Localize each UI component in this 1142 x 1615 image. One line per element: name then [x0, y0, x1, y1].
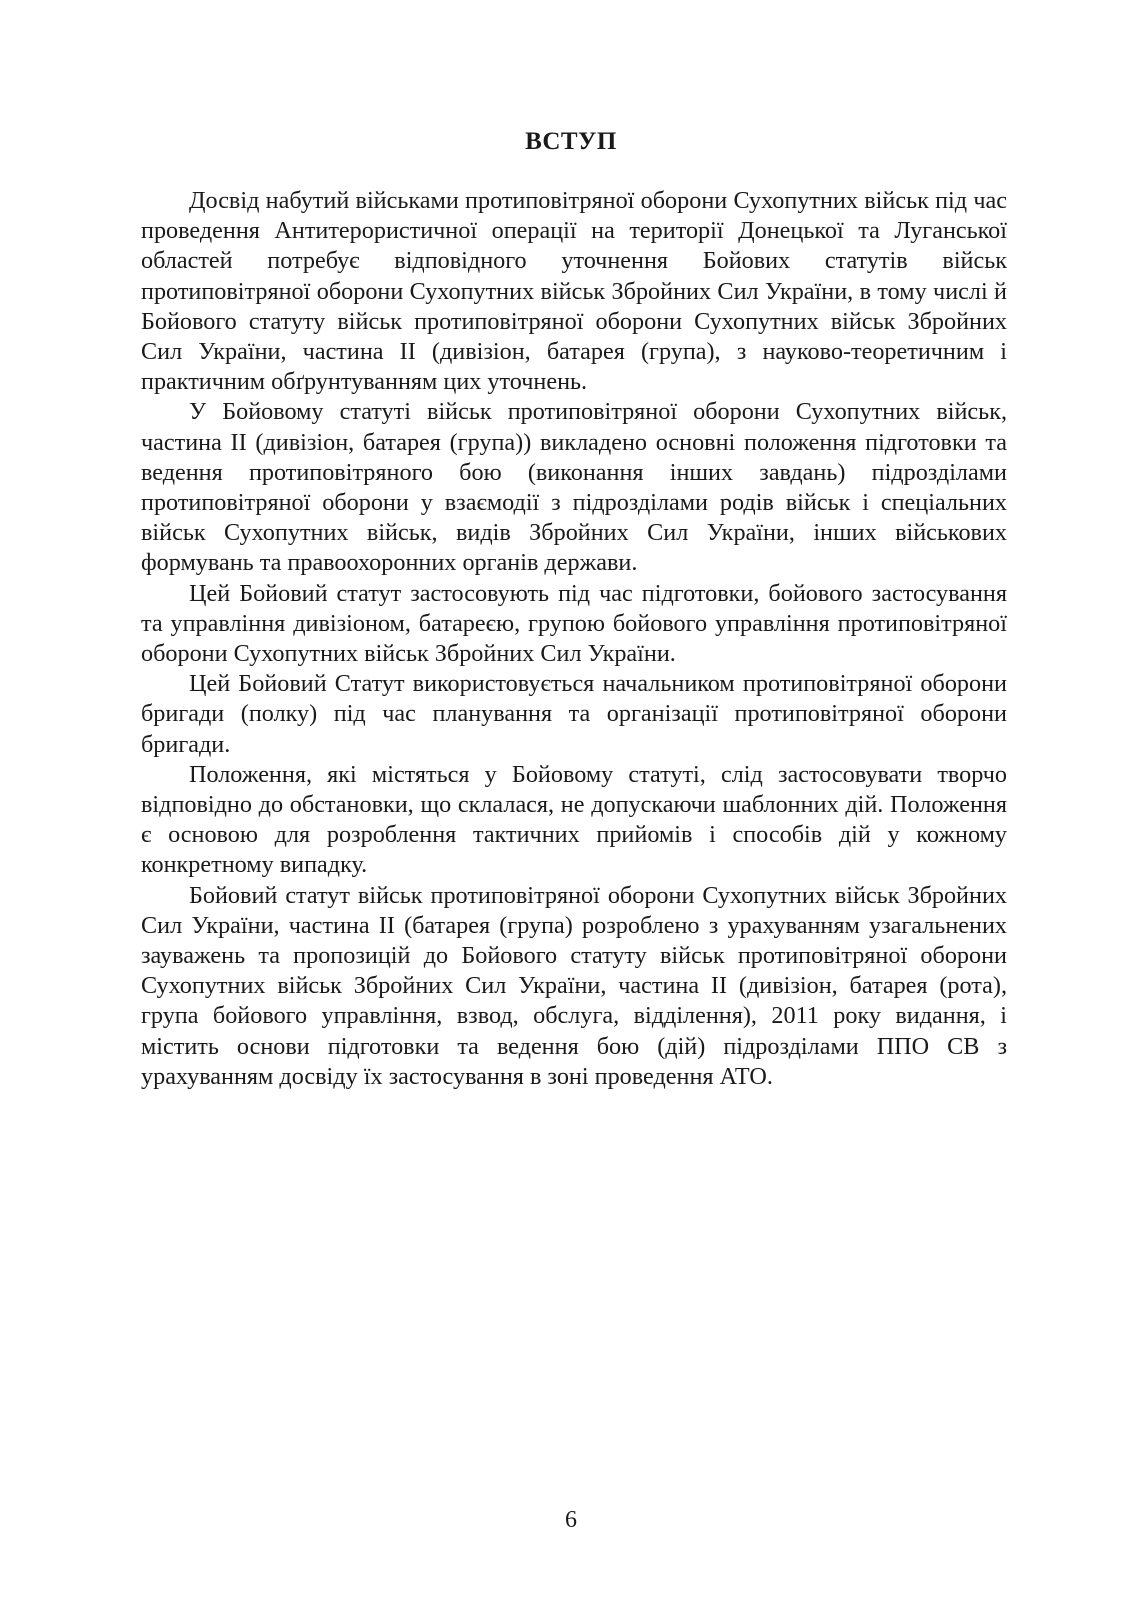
- paragraph-3: Цей Бойовий статут застосовують під час підготовки, бойового застосування та управління дивізіоном, батареєю, групою бойового управління протиповітряної оборони Сухопутних військ Збройних Сил України.: [141, 579, 1007, 668]
- paragraph-1: Досвід набутий військами протиповітряної оборони Сухопутних військ під час проведення Антитерористичної операції на території Донецької та Луганської областей потребує відповідного уточнення Бойових статутів військ протиповітряної оборони Сухопутних військ Збройних Сил України, в тому числі й Бойового статуту військ протиповітряної оборони Сухопутних військ Збройних Сил України, частина ІІ (дивізіон, батарея (група), з науково-теоретичним і практичним обґрунтуванням цих уточнень.: [141, 187, 1007, 396]
- paragraph-2: У Бойовому статуті військ протиповітряної оборони Сухопутних військ, частина ІІ (дивізіон, батарея (група)) викладено основні положення підготовки та ведення протиповітряного бою (виконання інших завдань) підрозділами протиповітряної оборони у взаємодії з підрозділами родів військ і спеціальних військ Сухопутних військ, видів Збройних Сил України, інших військових формувань та правоохоронних органів держави.: [141, 398, 1007, 577]
- page-number: 6: [565, 1507, 577, 1533]
- paragraph-4: Цей Бойовий Статут використовується начальником протиповітряної оборони бригади (полку) під час планування та організації протиповітряної оборони бригади.: [141, 670, 1007, 758]
- section-title: ВСТУП: [525, 128, 617, 155]
- paragraph-6: Бойовий статут військ протиповітряної оборони Сухопутних військ Збройних Сил України, частина ІІ (батарея (група) розроблено з урахуванням узагальнених зауважень та пропозицій до Бойового статуту військ протиповітряної оборони Сухопутних військ Збройних Сил України, частина ІІ (дивізіон, батарея (рота), група бойового управління, взвод, обслуга, відділення), 2011 року видання, і містить основи підготовки та ведення бою (дій) підрозділами ППО СВ з урахуванням досвіду їх застосування в зоні проведення АТО.: [141, 881, 1007, 1090]
- paragraph-5: Положення, які містяться у Бойовому статуті, слід застосовувати творчо відповідно до обстановки, що склалася, не допускаючи шаблонних дій. Положення є основою для розроблення тактичних прийомів і способів дій у кожному конкретному випадку.: [141, 760, 1007, 879]
- document-body: [141, 186, 1007, 1092]
